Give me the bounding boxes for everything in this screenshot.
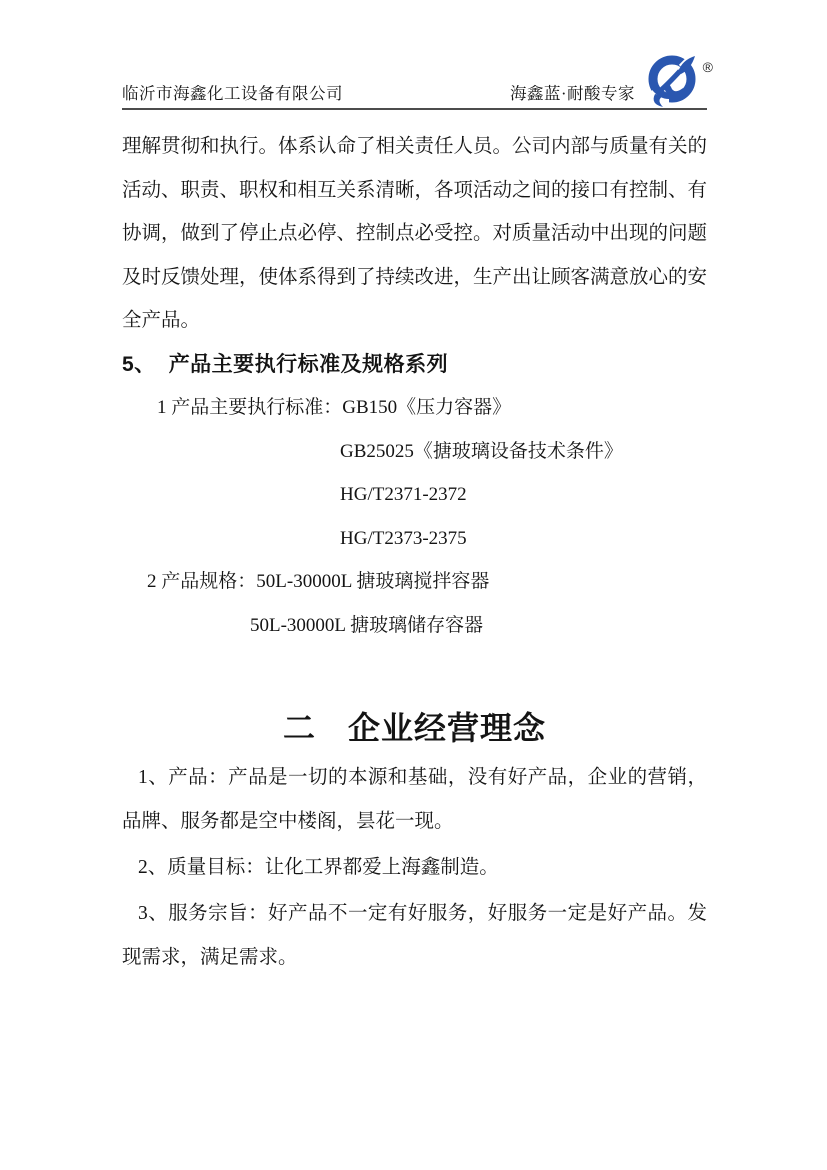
- specs-label: 2 产品规格：: [147, 571, 257, 592]
- haixin-swirl-logo-icon: [645, 49, 713, 107]
- standards-item: HG/T2373-2375: [340, 527, 467, 549]
- section2-number: 二: [282, 710, 316, 746]
- standards-label: 1 产品主要执行标准：: [157, 397, 343, 418]
- section2-title: 企业经营理念: [348, 710, 547, 746]
- standards-first-line: [122, 386, 707, 430]
- intro-line: 协调，做到了停止点必停、控制点必受控。对质量活动中出现的问题: [122, 223, 708, 244]
- section2-body: [122, 756, 707, 980]
- paragraph-line: 1、产品：产品是一切的本源和基础，没有好产品，企业的营销，: [138, 767, 707, 788]
- company-name: 临沂市海鑫化工设备有限公司: [122, 84, 343, 103]
- section5-heading: [122, 343, 707, 387]
- paragraph-quality-goal: [122, 846, 707, 890]
- intro-line: 活动、职责、职权和相互关系清晰，各项活动之间的接口有控制、有: [122, 179, 708, 201]
- intro-line: 及时反馈处理，使体系得到了持续改进，生产出让顾客满意放心的安: [122, 266, 708, 288]
- intro-line: 全产品。: [122, 310, 201, 331]
- paragraph-service-purpose: [122, 892, 707, 980]
- standards-item: GB25025《搪玻璃设备技术条件》: [340, 440, 623, 462]
- standards-list: [122, 386, 707, 560]
- intro-line: 理解贯彻和执行。体系认命了相关责任人员。公司内部与质量有关的: [122, 136, 708, 157]
- standards-rest: [340, 430, 707, 561]
- standards-item: GB150《压力容器》: [342, 397, 512, 418]
- specs-first-line: [122, 560, 707, 604]
- paragraph-line: 3、服务宗旨：好产品不一定有好服务，好服务一定是好产品。发: [138, 903, 707, 924]
- section2-heading: [122, 702, 707, 754]
- paragraph-line: 品牌、服务都是空中楼阁，昙花一现。: [122, 811, 454, 832]
- intro-paragraph: [122, 125, 707, 343]
- page-header: [122, 42, 713, 110]
- section5-number: 5、: [122, 352, 156, 376]
- registered-trademark-symbol: ®: [702, 59, 713, 75]
- specs-list: [122, 560, 707, 647]
- standards-item: HG/T2371-2372: [340, 484, 467, 505]
- paragraph-product: [122, 756, 707, 844]
- specs-rest: [250, 604, 707, 648]
- paragraph-line: 2、质量目标：让化工界都爱上海鑫制造。: [138, 857, 499, 878]
- specs-item: 50L-30000L 搪玻璃储存容器: [250, 614, 484, 636]
- document-body: [122, 108, 707, 980]
- section5-title: 产品主要执行标准及规格系列: [168, 352, 449, 376]
- brand-tagline: 海鑫蓝·耐酸专家: [510, 84, 635, 103]
- specs-item: 50L-30000L 搪玻璃搅拌容器: [256, 571, 490, 592]
- paragraph-line: 现需求，满足需求。: [122, 947, 298, 968]
